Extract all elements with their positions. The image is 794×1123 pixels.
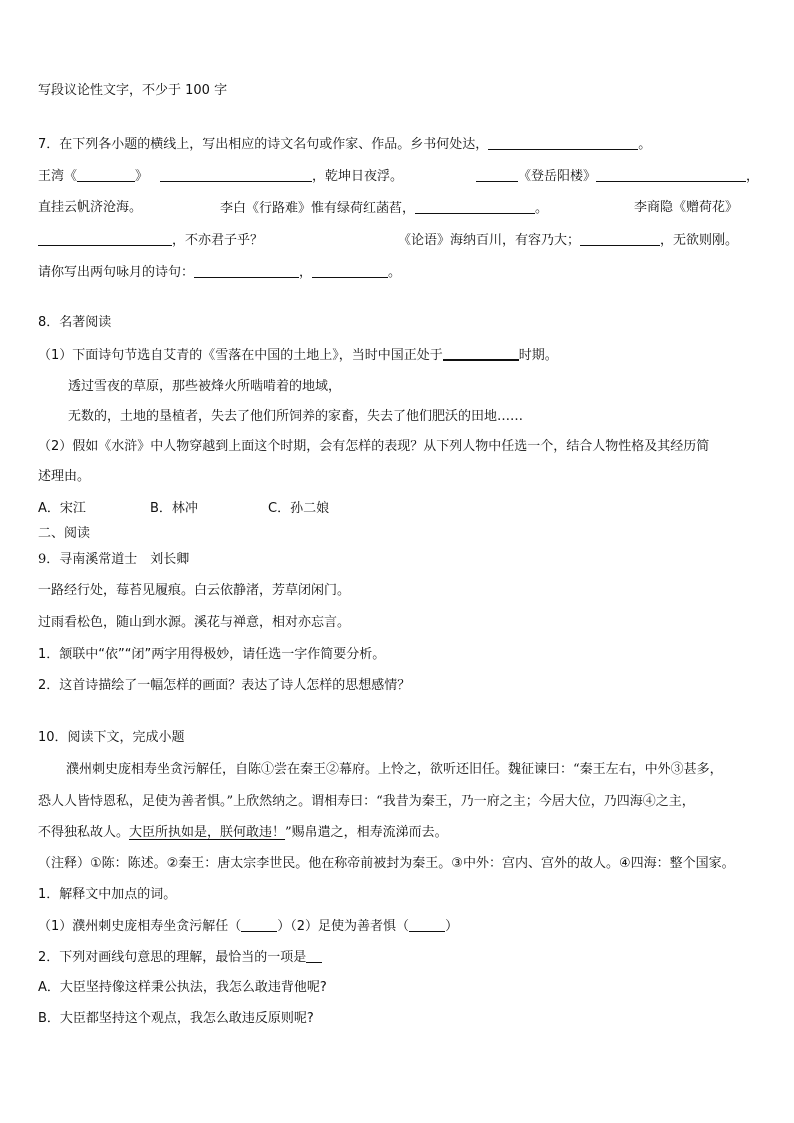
q7-title-dengyueyang: 《登岳阳楼》 <box>518 169 597 184</box>
q7-blank-10[interactable] <box>312 263 388 278</box>
q7-verse-wuyu: ，无欲则刚。 <box>660 233 739 248</box>
q10-answer-blank[interactable] <box>306 948 322 963</box>
q7-blank-4[interactable] <box>476 167 518 182</box>
q8-part-1 <box>38 345 558 365</box>
q10-option-a: A．大臣坚持像这样秉公执法，我怎么敢违背他呢? <box>38 980 327 995</box>
q8-part-1-end: 时期。 <box>518 348 558 363</box>
q7-blank-9[interactable] <box>194 263 299 278</box>
q8-option-b: B．林冲 <box>150 501 198 516</box>
q10-blank-1[interactable] <box>241 917 277 932</box>
q10-text-line-2: 恐人人皆恃恩私，足使为善者惧。”上欣然纳之。谓相寿曰：“我昔为秦王，乃一府之主；今居大位，乃四海④之主， <box>38 794 695 809</box>
q7-prompt: 7．在下列各小题的横线上，写出相应的诗文名句或作家、作品。乡书何处达， <box>38 137 489 152</box>
q10-item-end: ） <box>445 919 459 934</box>
q10-sub-2-text: 2．下列对画线句意思的理解，最恰当的一项是 <box>38 950 307 965</box>
q10-title: 10．阅读下文，完成小题 <box>38 730 185 745</box>
q8-part-1-text: （1）下面诗句节选自艾青的《雪落在中国的土地上》，当时中国正处于 <box>38 348 443 363</box>
q7-line-1 <box>38 135 651 154</box>
q10-item-2: ）（2）足使为善者惧（ <box>277 919 410 934</box>
q8-poem-line-1: 透过雪夜的草原，那些被烽火所啮啃着的地域， <box>68 379 342 394</box>
q7-line-2b <box>160 167 403 186</box>
q7-verse-guafan: 直挂云帆济沧海。 <box>38 200 143 215</box>
q7-line-2c <box>476 167 759 186</box>
q7-period-2: 。 <box>388 265 402 280</box>
q10-text-segment: 不得独私故人。 <box>38 825 130 840</box>
q9-sub-2: 2．这首诗描绘了一幅怎样的画面？表达了诗人怎样的思想感情？ <box>38 678 411 693</box>
q10-sub-1-items <box>38 917 458 936</box>
q7-line-4 <box>38 231 263 250</box>
q10-text-line-3 <box>38 824 448 842</box>
q10-sub-2 <box>38 948 322 967</box>
q10-underlined-sentence: 大臣所执如是，朕何敢违！ <box>129 825 286 840</box>
q9-title: 9．寻南溪常道士 刘长卿 <box>38 552 190 567</box>
q7-blank-3[interactable] <box>160 167 312 182</box>
q9-sub-1: 1．颔联中“依”“闭”两字用得极妙，请任选一字作简要分析。 <box>38 647 386 662</box>
q10-option-b: B．大臣都坚持这个观点，我怎么敢违反原则呢? <box>38 1011 314 1026</box>
q7-verse-haina: 《论语》海纳百川，有容乃大； <box>398 233 581 248</box>
q8-part-2-line-1: （2）假如《水浒》中人物穿越到上面这个时期，会有怎样的表现？从下列人物中任选一个，结合人物性格及其经历简 <box>38 439 710 454</box>
q10-item-1: （1）濮州刺史庞相寿坐贪污解任（ <box>38 919 242 934</box>
q9-verse-2: 过雨看松色，随山到水源。溪花与禅意，相对亦忘言。 <box>38 615 351 630</box>
q8-blank-period[interactable] <box>443 345 519 361</box>
q7-period: 。 <box>535 201 549 216</box>
q7-blank-7[interactable] <box>38 231 172 246</box>
q7-line-3b <box>220 199 548 218</box>
q7-verse-junzi: ，不亦君子乎？ <box>172 233 264 248</box>
q9-verse-1: 一路经行处，莓苔见履痕。白云依静渚，芳草闭闲门。 <box>38 583 351 598</box>
q7-blank-2[interactable] <box>77 167 135 182</box>
q8-title: 8．名著阅读 <box>38 315 112 330</box>
q7-comma-2: ， <box>299 265 313 280</box>
q7-verse-qiankun: ，乾坤日夜浮。 <box>312 169 404 184</box>
q7-line-4b <box>398 231 738 250</box>
q10-blank-2[interactable] <box>409 917 445 932</box>
q7-title-zenghehua: 李商隐《赠荷花》 <box>634 200 739 215</box>
section-reading-title: 二、阅读 <box>38 526 91 541</box>
q8-option-c: C．孙二娘 <box>268 501 330 516</box>
q7-blank-6[interactable] <box>415 199 535 214</box>
q7-line-3c <box>634 199 738 217</box>
q7-author-wang: 王湾《 <box>38 169 78 184</box>
q8-option-a: A．宋江 <box>38 501 86 516</box>
q7-line-3 <box>38 199 142 217</box>
q10-text-line-1: 濮州刺史庞相寿坐贪污解任，自陈①尝在秦王②幕府。上怜之，欲听还旧任。魏征谏曰：“秦王左右，中外③甚多， <box>66 762 723 777</box>
q7-line-5 <box>38 263 401 282</box>
q10-sub-1: 1．解释文中加点的词。 <box>38 887 177 902</box>
q7-line-2 <box>38 167 148 186</box>
q7-punct: 。 <box>638 137 652 152</box>
q8-poem-line-2: 无数的，土地的垦植者，失去了他们所饲养的家畜，失去了他们肥沃的田地…… <box>68 409 524 424</box>
q7-verse-lvhe: 李白《行路难》惟有绿荷红菡萏， <box>220 201 416 216</box>
q8-part-2-line-2: 述理由。 <box>38 469 91 484</box>
q7-comma: ， <box>746 169 760 184</box>
q7-moon-prompt: 请你写出两句咏月的诗句： <box>38 265 195 280</box>
q7-blank-1[interactable] <box>488 135 638 150</box>
q10-annotation: （注释）①陈：陈述。②秦王：唐太宗李世民。他在称帝前被封为秦王。③中外：宫内、宫外的故人。④四海：整个国家。 <box>38 856 735 871</box>
q7-blank-5[interactable] <box>596 167 746 182</box>
q10-text-segment-end: ”赐帛遣之，相寿流涕而去。 <box>285 825 448 840</box>
essay-instruction: 写段议论性文字，不少于 100 字 <box>38 83 228 98</box>
q7-bracket: 》 <box>135 169 149 184</box>
q7-blank-8[interactable] <box>580 231 660 246</box>
